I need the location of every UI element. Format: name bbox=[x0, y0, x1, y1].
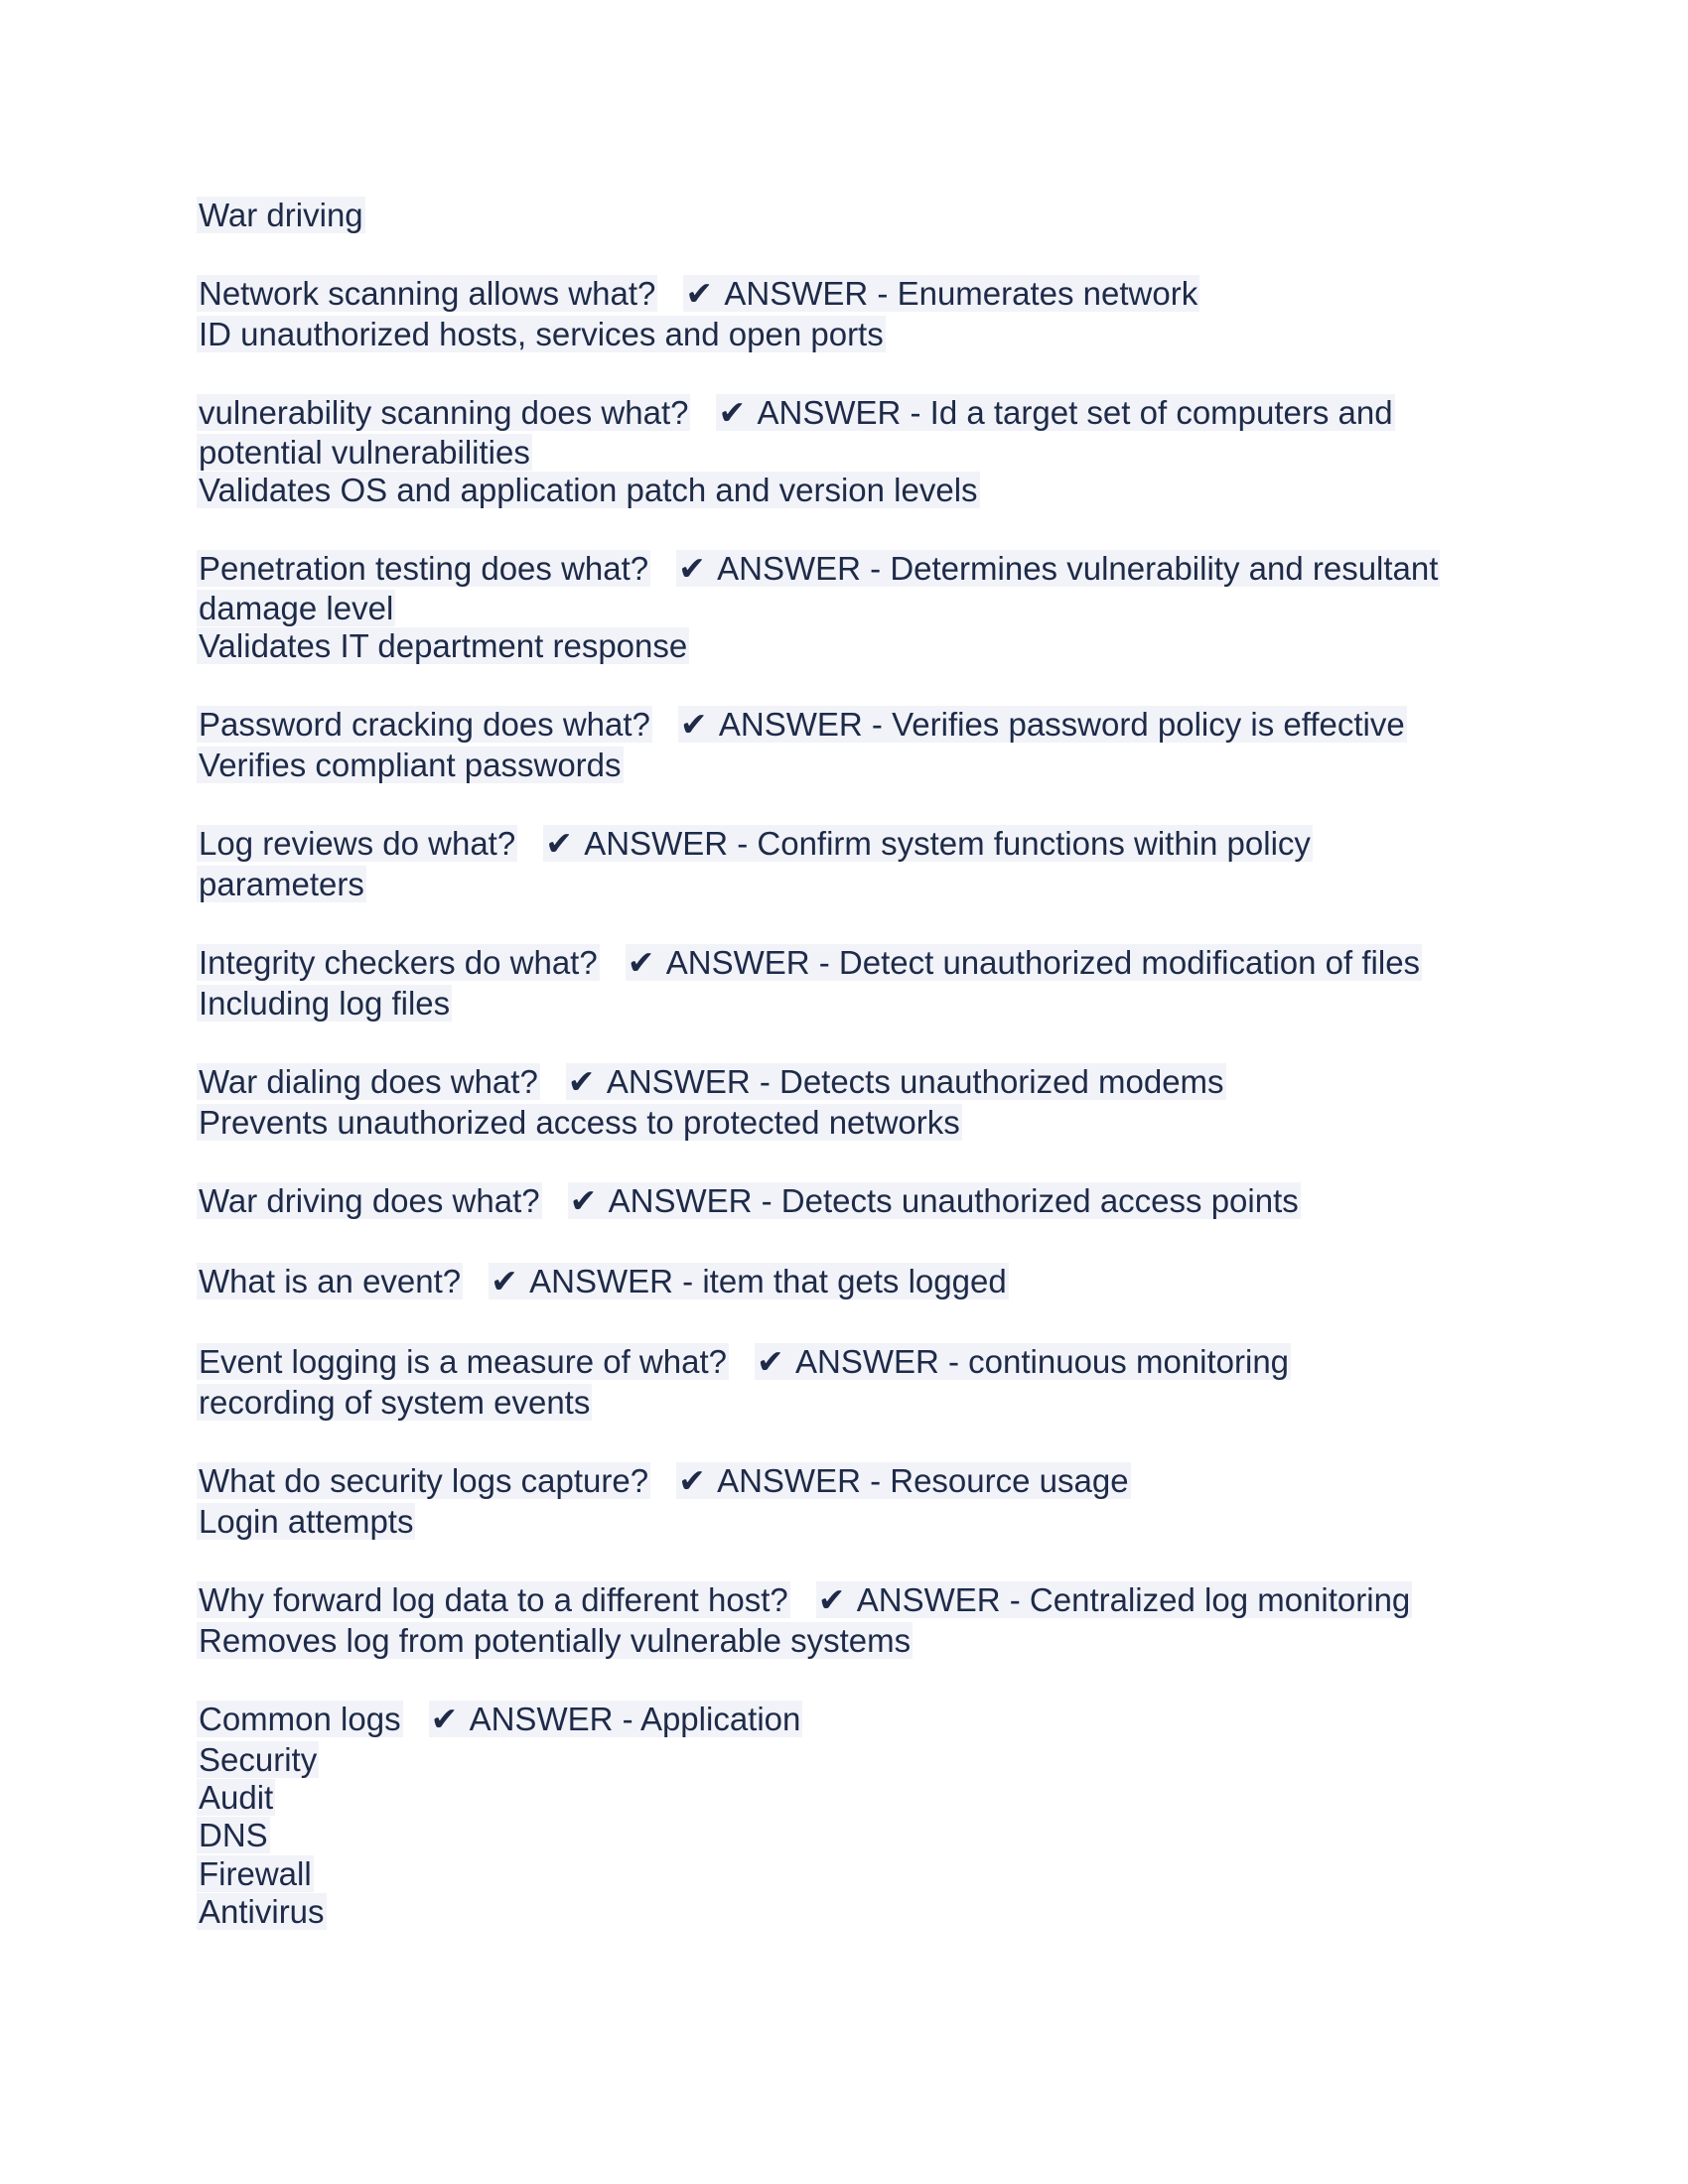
answer-continuation-line bbox=[199, 1854, 314, 1894]
answer-text: ANSWER - Enumerates network bbox=[724, 275, 1198, 312]
answer-text: ANSWER - Verifies password policy is effective bbox=[718, 706, 1405, 743]
line-text: ID unauthorized hosts, services and open ports bbox=[199, 316, 884, 352]
checkmark-icon: ✔ bbox=[545, 825, 573, 862]
question-line bbox=[199, 1062, 1226, 1102]
answer-text: ANSWER - Detects unauthorized access points bbox=[608, 1182, 1299, 1219]
line-text: damage level bbox=[199, 590, 394, 626]
question-line bbox=[199, 1181, 1301, 1221]
line-text: Audit bbox=[199, 1779, 274, 1816]
checkmark-icon: ✔ bbox=[430, 1701, 459, 1737]
question-text: What do security logs capture? bbox=[199, 1462, 649, 1499]
line-text: recording of system events bbox=[199, 1384, 591, 1421]
line-text: parameters bbox=[199, 866, 364, 902]
answer-text: ANSWER - item that gets logged bbox=[529, 1263, 1007, 1299]
answer-text: ANSWER - Determines vulnerability and resultant bbox=[717, 550, 1439, 587]
question-text: Event logging is a measure of what? bbox=[199, 1343, 727, 1380]
answer-continuation-line bbox=[199, 746, 624, 785]
question-line bbox=[199, 549, 1440, 589]
answer-text: ANSWER - Application bbox=[469, 1701, 801, 1737]
line-text: Firewall bbox=[199, 1855, 312, 1892]
question-text: War dialing does what? bbox=[199, 1063, 538, 1100]
question-text: Penetration testing does what? bbox=[199, 550, 649, 587]
question-line bbox=[199, 274, 1199, 314]
checkmark-icon: ✔ bbox=[569, 1182, 598, 1219]
answer-continuation-line bbox=[199, 1502, 415, 1542]
answer-continuation-line bbox=[199, 1621, 913, 1661]
line-text: Antivirus bbox=[199, 1893, 325, 1930]
checkmark-icon: ✔ bbox=[756, 1343, 784, 1380]
line-text: Removes log from potentially vulnerable systems bbox=[199, 1622, 912, 1659]
line-text: Login attempts bbox=[199, 1503, 414, 1540]
line-text: Validates IT department response bbox=[199, 627, 688, 664]
line-text: Including log files bbox=[199, 985, 451, 1022]
answer-text: ANSWER - Centralized log monitoring bbox=[856, 1581, 1411, 1618]
answer-continuation-line bbox=[199, 471, 980, 510]
answer-continuation-line bbox=[199, 865, 366, 904]
question-line bbox=[199, 1580, 1412, 1620]
question-text: What is an event? bbox=[199, 1263, 462, 1299]
answer-text: ANSWER - Id a target set of computers and bbox=[757, 394, 1393, 431]
line-text: War driving bbox=[199, 197, 363, 233]
answer-text: ANSWER - Resource usage bbox=[717, 1462, 1129, 1499]
line-text: Prevents unauthorized access to protected networks bbox=[199, 1104, 960, 1141]
answer-continuation-line bbox=[199, 1740, 319, 1780]
answer-continuation-line bbox=[199, 1103, 962, 1143]
question-text: Password cracking does what? bbox=[199, 706, 650, 743]
checkmark-icon: ✔ bbox=[567, 1063, 596, 1100]
question-text: Integrity checkers do what? bbox=[199, 944, 598, 981]
checkmark-icon: ✔ bbox=[678, 550, 706, 587]
answer-continuation-line bbox=[199, 1892, 327, 1932]
answer-continuation-line bbox=[199, 984, 452, 1024]
checkmark-icon: ✔ bbox=[685, 275, 714, 312]
answer-continuation-line bbox=[199, 433, 532, 473]
question-text: Why forward log data to a different host? bbox=[199, 1581, 788, 1618]
checkmark-icon: ✔ bbox=[718, 394, 747, 431]
answer-text: ANSWER - Confirm system functions within policy bbox=[584, 825, 1311, 862]
answer-continuation-line bbox=[199, 1778, 275, 1818]
line-text: potential vulnerabilities bbox=[199, 434, 530, 471]
line-text: Security bbox=[199, 1741, 318, 1778]
question-line bbox=[199, 1262, 1009, 1301]
answer-continuation-line bbox=[199, 1383, 592, 1423]
question-line bbox=[199, 1461, 1131, 1501]
answer-continuation-line bbox=[199, 315, 886, 354]
line-text: Validates OS and application patch and version levels bbox=[199, 472, 978, 508]
question-line bbox=[199, 1342, 1291, 1382]
line-text: DNS bbox=[199, 1817, 268, 1853]
answer-text: ANSWER - Detects unauthorized modems bbox=[606, 1063, 1224, 1100]
question-text: Log reviews do what? bbox=[199, 825, 516, 862]
question-text: vulnerability scanning does what? bbox=[199, 394, 689, 431]
question-line bbox=[199, 824, 1313, 864]
checkmark-icon: ✔ bbox=[679, 706, 708, 743]
checkmark-icon: ✔ bbox=[678, 1462, 706, 1499]
checkmark-icon: ✔ bbox=[491, 1263, 518, 1299]
answer-text: ANSWER - Detect unauthorized modification of files bbox=[665, 944, 1421, 981]
checkmark-icon: ✔ bbox=[817, 1581, 846, 1618]
question-line bbox=[199, 943, 1422, 983]
answer-continuation-line bbox=[199, 1816, 270, 1855]
line-text: Verifies compliant passwords bbox=[199, 747, 622, 783]
question-text: War driving does what? bbox=[199, 1182, 540, 1219]
question-line bbox=[199, 705, 1407, 745]
text-line bbox=[199, 196, 365, 235]
checkmark-icon: ✔ bbox=[627, 944, 655, 981]
question-line bbox=[199, 1700, 802, 1739]
answer-text: ANSWER - continuous monitoring bbox=[795, 1343, 1290, 1380]
answer-continuation-line bbox=[199, 626, 689, 666]
question-text: Network scanning allows what? bbox=[199, 275, 656, 312]
question-line bbox=[199, 393, 1395, 433]
answer-continuation-line bbox=[199, 589, 395, 628]
question-text: Common logs bbox=[199, 1701, 401, 1737]
